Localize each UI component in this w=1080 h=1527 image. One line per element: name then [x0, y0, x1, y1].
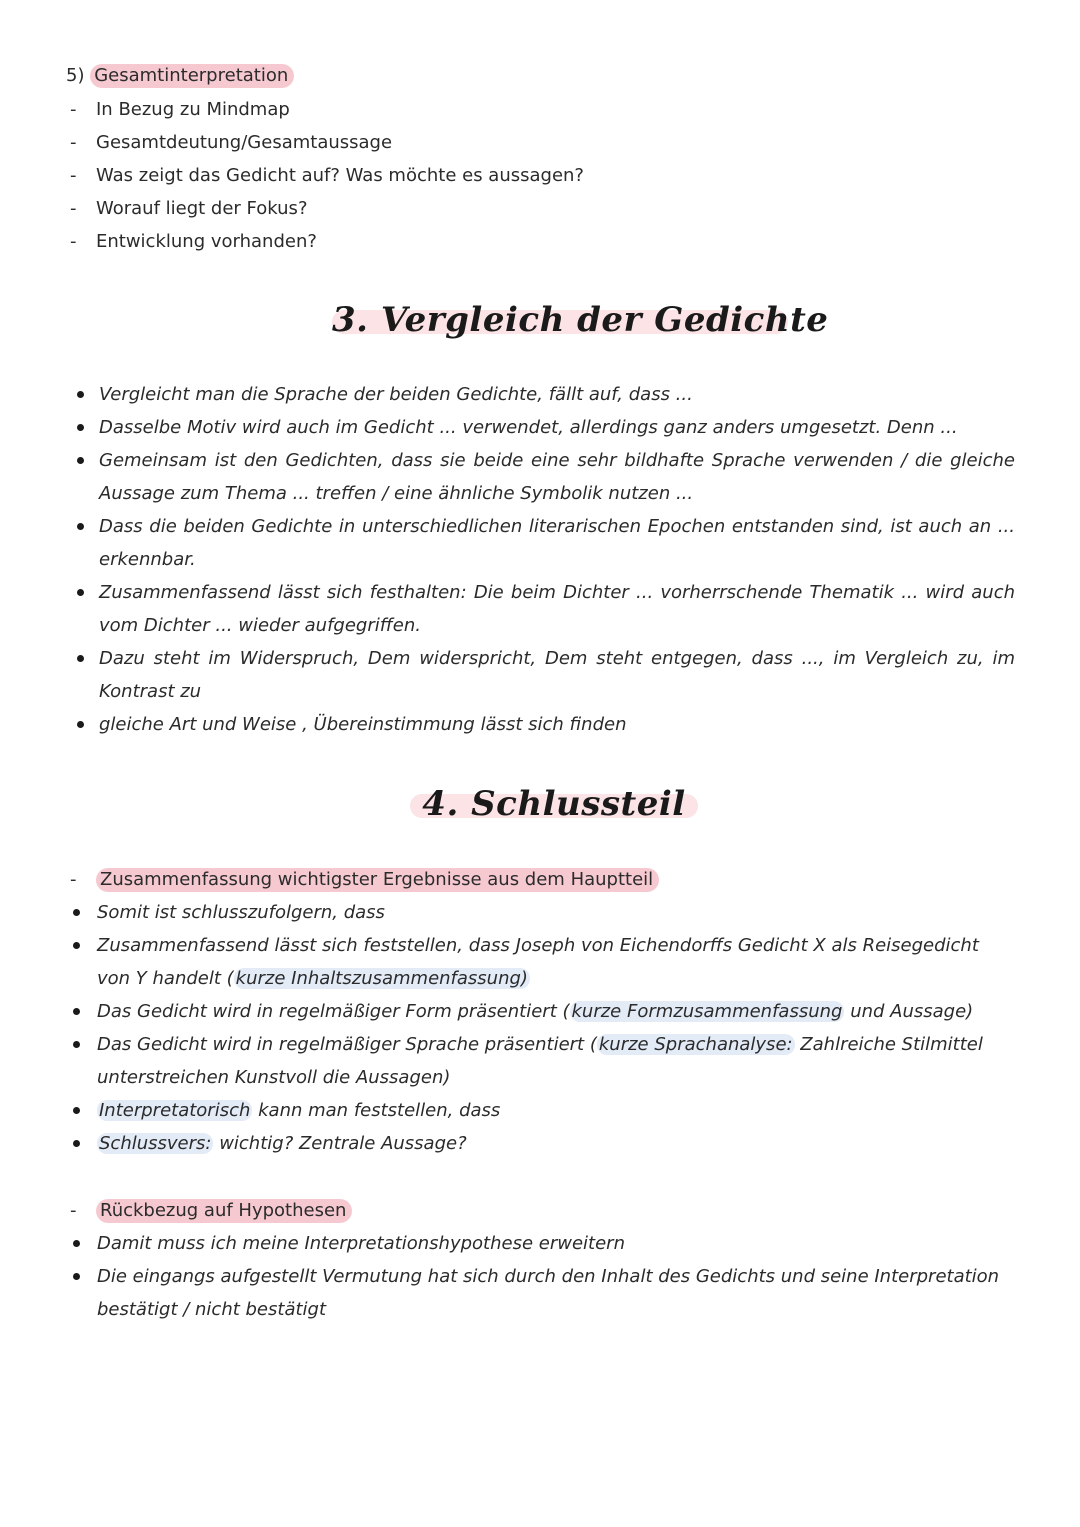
list-item: Zusammenfassend lässt sich festhalten: Die beim Dichter ... vorherrschende Thematik ... wird auch vom Dichter ... wieder aufgegriffen.	[99, 576, 1015, 642]
list-item: - Entwicklung vorhanden?	[70, 231, 317, 252]
bullet-icon	[77, 655, 84, 662]
list-item: Somit ist schlusszufolgern, dass	[97, 896, 997, 929]
list-item: Dazu steht im Widerspruch, Dem widerspricht, Dem steht entgegen, dass ..., im Vergleich zu, im Kontrast zu	[99, 642, 1015, 708]
section3-heading: 3. Vergleich der Gedichte	[332, 300, 829, 340]
list-item: - Was zeigt das Gedicht auf? Was möchte es aussagen?	[70, 165, 584, 186]
list-item: Die eingangs aufgestellt Vermutung hat sich durch den Inhalt des Gedichts und seine Interpretation bestätigt / nicht bestätigt	[97, 1260, 1015, 1326]
section5-title: Gesamtinterpretation	[90, 64, 294, 88]
list-item: Das Gedicht wird in regelmäßiger Form präsentiert ( kurze Formzusammenfassung und Aussage)	[97, 995, 997, 1028]
bullet-icon	[77, 457, 84, 464]
list-item: - Worauf liegt der Fokus?	[70, 198, 308, 219]
bullet-icon	[73, 1273, 80, 1280]
list-item: Dass die beiden Gedichte in unterschiedlichen literarischen Epochen entstanden sind, ist auch an ... erkennbar.	[99, 510, 1015, 576]
bullet-icon	[77, 424, 84, 431]
bullet-icon	[73, 1041, 80, 1048]
section3-bullets	[99, 378, 1015, 741]
summary-bullets	[97, 896, 997, 1160]
bullet-icon	[77, 391, 84, 398]
bullet-icon	[77, 589, 84, 596]
list-item: Damit muss ich meine Interpretationshypothese erweitern	[97, 1227, 1015, 1260]
summary-title: - Zusammenfassung wichtigster Ergebnisse aus dem Hauptteil	[66, 863, 659, 896]
bullet-icon	[73, 1107, 80, 1114]
list-item: Dasselbe Motiv wird auch im Gedicht ... verwendet, allerdings ganz anders umgesetzt. Denn ...	[99, 411, 1015, 444]
section4-heading: 4. Schlussteil	[410, 784, 698, 824]
list-item: - In Bezug zu Mindmap	[70, 99, 290, 120]
bullet-icon	[73, 942, 80, 949]
list-item: Interpretatorisch kann man feststellen, dass	[97, 1094, 997, 1127]
hypothesis-title: - Rückbezug auf Hypothesen	[66, 1194, 352, 1227]
list-item: Schlussvers: wichtig? Zentrale Aussage?	[97, 1127, 997, 1160]
hypothesis-bullets	[97, 1227, 1015, 1326]
bullet-icon	[77, 523, 84, 530]
list-item: Vergleicht man die Sprache der beiden Gedichte, fällt auf, dass ...	[99, 378, 1015, 411]
list-item: Das Gedicht wird in regelmäßiger Sprache präsentiert ( kurze Sprachanalyse: Zahlreiche Stilmittel unterstreichen Kunstvoll die Aussagen)	[97, 1028, 997, 1094]
bullet-icon	[73, 1240, 80, 1247]
bullet-icon	[73, 1008, 80, 1015]
list-item: - Gesamtdeutung/Gesamtaussage	[70, 132, 393, 153]
bullet-icon	[77, 721, 84, 728]
section5-list	[66, 93, 584, 258]
section5-number: 5)	[66, 65, 85, 86]
list-item: Gemeinsam ist den Gedichten, dass sie beide eine sehr bildhafte Sprache verwenden / die gleiche Aussage zum Thema ... treffen / eine ähnliche Symbolik nutzen ...	[99, 444, 1015, 510]
list-item: Zusammenfassend lässt sich feststellen, dass Joseph von Eichendorffs Gedicht X als Reisegedicht von Y handelt ( kurze Inhaltszusammenfassung)	[97, 929, 997, 995]
bullet-icon	[73, 1140, 80, 1147]
bullet-icon	[73, 909, 80, 916]
section5-heading	[66, 62, 294, 90]
list-item: gleiche Art und Weise , Übereinstimmung lässt sich finden	[99, 708, 1015, 741]
